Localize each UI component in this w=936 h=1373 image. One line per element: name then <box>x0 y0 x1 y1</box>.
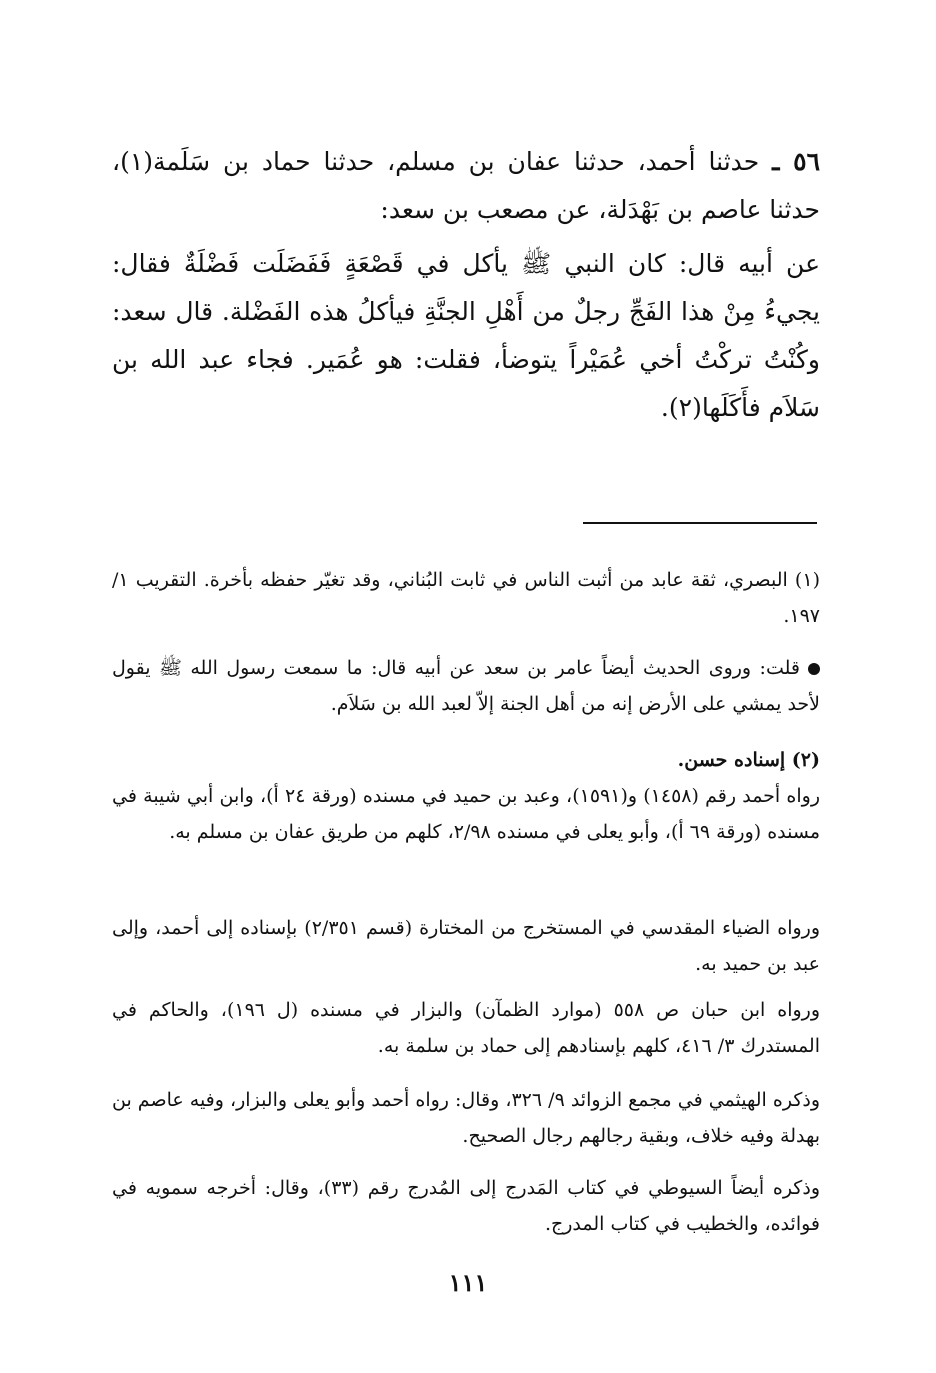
footnote-2-paragraph: وذكره أيضاً السيوطي في كتاب المَدرج إلى المُدرج رقم (٣٣)، وقال: أخرجه سمويه في فوائده، والخطيب في كتاب المدرج. <box>112 1177 820 1235</box>
hadith-isnad <box>112 138 820 234</box>
footnote-2-paragraph: رواه أحمد رقم (١٤٥٨) و(١٥٩١)، وعبد بن حميد في مسنده (ورقة ٢٤ أ)، وابن أبي شيبة في مسنده (ورقة ٦٩ أ)، وأبو يعلى في مسنده ٢/٩٨، كلهم من طريق عفان بن مسلم به. <box>112 785 821 843</box>
footnote-2-paragraph: ورواه ابن حبان ص ٥٥٨ (موارد الظمآن) والبزار في مسنده (ل ١٩٦)، والحاكم في المستدرك ٣/ ٤١٦، كلهم بإسنادهم إلى حماد بن سلمة به. <box>112 999 821 1057</box>
footnote-note-text: قلت: وروى الحديث أيضاً عامر بن سعد عن أبيه قال: ما سمعت رسول الله ﷺ يقول لأحد يمشي على الأرض إنه من أهل الجنة إلاّ لعبد الله بن سَلاَم. <box>112 657 820 715</box>
footnote-2-paragraph: ورواه الضياء المقدسي في المستخرج من المختارة (قسم ٢/٣٥١) بإسناده إلى أحمد، وإلى عبد بن حميد به. <box>112 917 820 975</box>
footnote-2-paragraph: وذكره الهيثمي في مجمع الزوائد ٩/ ٣٢٦، وقال: رواه أحمد وأبو يعلى والبزار، وفيه عاصم بن بهدلة وفيه خلاف، وبقية رجالهم رجال الصحيح. <box>112 1089 821 1147</box>
hadith-number: ٥٦ ـ <box>772 147 820 176</box>
bullet-icon <box>808 663 820 675</box>
footnote-note <box>112 650 820 722</box>
footnote-2-heading: (٢) إسناده حسن. <box>677 749 820 771</box>
hadith-matn: عن أبيه قال: كان النبي ﷺ يأكل في قَصْعَةٍ فَفَضَلَت فَضْلَةٌ فقال: يجيءُ مِنْ هذا الفَجِّ رجلٌ من أَهْلِ الجنَّةِ فيأكلُ هذه الفَضْلة. قال سعد: وكُنْتُ تركْتُ أخي عُمَيْراً يتوضأ، فقلت: هو عُمَير. فجاء عبد الله بن سَلاَم فأَكَلَها(٢). <box>112 249 820 422</box>
hadith-isnad-text: حدثنا أحمد، حدثنا عفان بن مسلم، حدثنا حماد بن سَلَمة(١)، حدثنا عاصم بن بَهْدَلة، عن مصعب بن سعد: <box>112 147 820 224</box>
page-number: ١١١ <box>448 1268 488 1297</box>
footnote-divider <box>583 522 817 524</box>
footnote-1: (١) البصري، ثقة عابد من أثبت الناس في ثابت البُناني، وقد تغيّر حفظه بأخرة. التقريب ١/ ١٩٧. <box>112 569 820 627</box>
